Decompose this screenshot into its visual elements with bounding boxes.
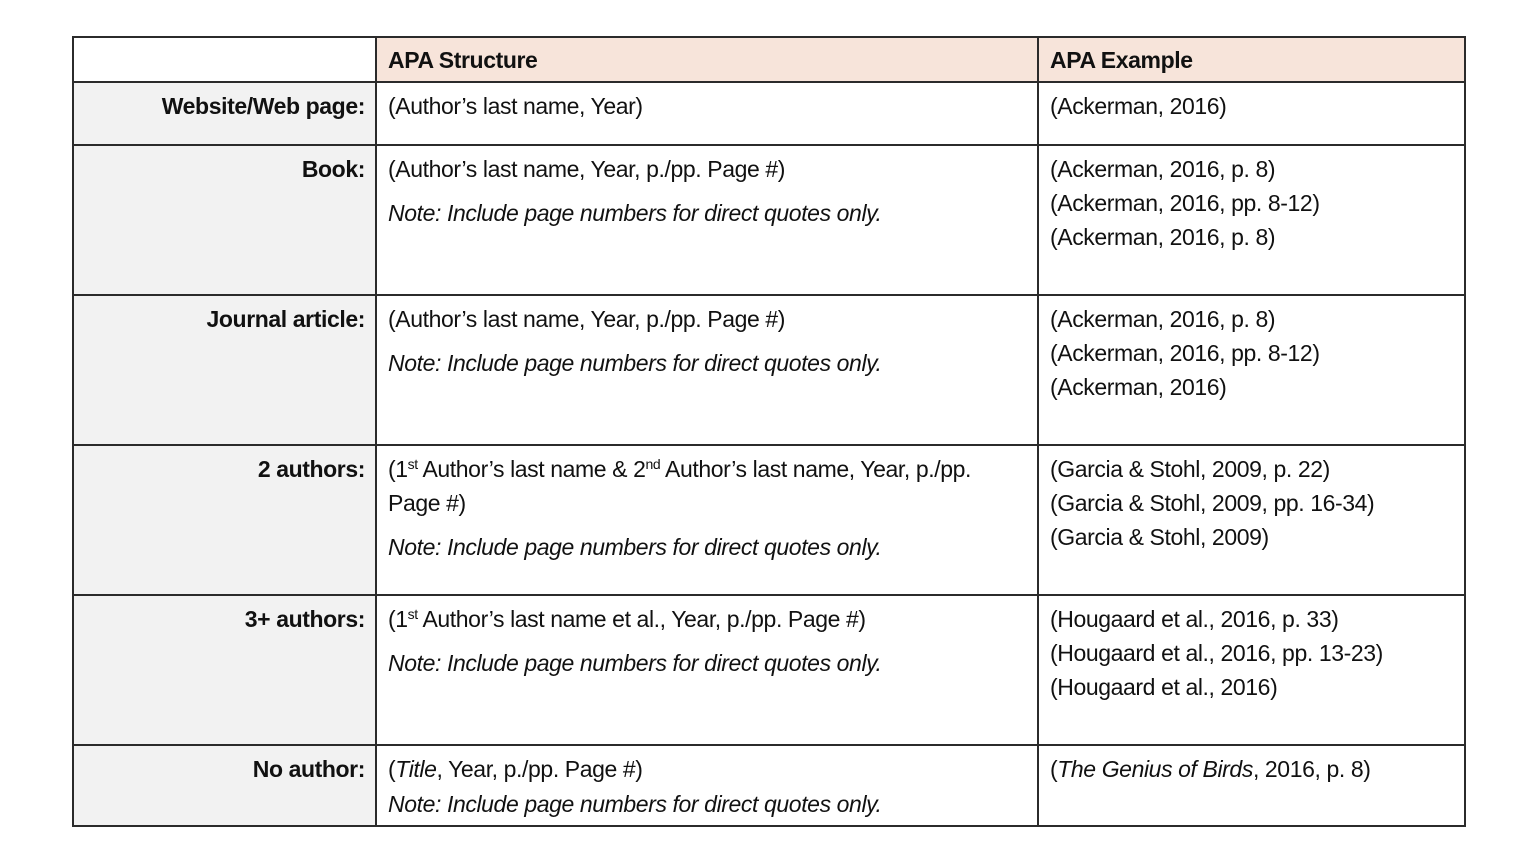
note-text: Note: Include page numbers for direct quotes only.: [388, 200, 882, 226]
example-text: (Ackerman, 2016, p. 8): [1050, 306, 1276, 332]
structure-text: [388, 602, 1027, 636]
ordinal-suffix: nd: [645, 456, 661, 472]
structure-text: [388, 752, 1027, 786]
table-row: [73, 745, 1465, 826]
structure-fragment: (1: [388, 456, 408, 482]
row-label: 2 authors:: [73, 445, 376, 595]
example-text: (Ackerman, 2016): [1050, 374, 1227, 400]
structure-cell: [376, 295, 1038, 445]
table-row: [73, 595, 1465, 745]
structure-text: (Author’s last name, Year): [388, 93, 643, 119]
structure-fragment: , Year, p./pp. Page #): [436, 756, 643, 782]
table-row: [73, 295, 1465, 445]
header-apa-structure: APA Structure: [376, 37, 1038, 82]
example-cell: [1038, 745, 1465, 826]
table-row: [73, 445, 1465, 595]
structure-fragment: (1: [388, 606, 408, 632]
example-text: (Ackerman, 2016): [1050, 93, 1227, 119]
header-row: [73, 37, 1465, 82]
example-text: (Ackerman, 2016, p. 8): [1050, 224, 1276, 250]
structure-cell: [376, 745, 1038, 826]
table-row: [73, 145, 1465, 295]
note-text: Note: Include page numbers for direct quotes only.: [388, 650, 882, 676]
title-placeholder: Title: [395, 756, 437, 782]
example-text: (Garcia & Stohl, 2009): [1050, 524, 1269, 550]
structure-cell: [376, 445, 1038, 595]
table-row: [73, 82, 1465, 145]
example-cell: [1038, 295, 1465, 445]
structure-cell: [376, 82, 1038, 145]
structure-fragment: (: [388, 756, 396, 782]
example-text: (Ackerman, 2016, pp. 8-12): [1050, 340, 1320, 366]
row-label: 3+ authors:: [73, 595, 376, 745]
example-text: (Garcia & Stohl, 2009, p. 22): [1050, 456, 1330, 482]
structure-fragment: Author’s last name & 2: [417, 456, 646, 482]
example-text: (Garcia & Stohl, 2009, pp. 16-34): [1050, 490, 1375, 516]
example-cell: [1038, 445, 1465, 595]
row-label: Book:: [73, 145, 376, 295]
row-label: No author:: [73, 745, 376, 826]
example-cell: [1038, 145, 1465, 295]
structure-cell: [376, 595, 1038, 745]
apa-citation-table: [72, 36, 1466, 827]
ordinal-suffix: st: [407, 606, 418, 622]
book-title: The Genius of Birds: [1057, 756, 1253, 782]
example-text: (Hougaard et al., 2016, pp. 13-23): [1050, 640, 1383, 666]
example-cell: [1038, 595, 1465, 745]
header-apa-example: APA Example: [1038, 37, 1465, 82]
example-text: (Ackerman, 2016, pp. 8-12): [1050, 190, 1320, 216]
note-text: Note: Include page numbers for direct quotes only.: [388, 350, 882, 376]
note-text: Note: Include page numbers for direct quotes only.: [388, 791, 882, 817]
structure-fragment: Author’s last name et al., Year, p./pp. Page #): [417, 606, 866, 632]
row-label: Website/Web page:: [73, 82, 376, 145]
example-fragment: (: [1050, 756, 1058, 782]
structure-fragment: Author’s last name, Year, p./pp. Page #): [388, 456, 972, 516]
structure-text: [388, 452, 1027, 520]
example-text: (Hougaard et al., 2016, p. 33): [1050, 606, 1339, 632]
structure-text: (Author’s last name, Year, p./pp. Page #): [388, 306, 786, 332]
row-label: Journal article:: [73, 295, 376, 445]
header-blank: [73, 37, 376, 82]
example-cell: [1038, 82, 1465, 145]
example-text: (Hougaard et al., 2016): [1050, 674, 1278, 700]
ordinal-suffix: st: [407, 456, 418, 472]
structure-text: (Author’s last name, Year, p./pp. Page #): [388, 156, 786, 182]
note-text: Note: Include page numbers for direct quotes only.: [388, 534, 882, 560]
example-text: (Ackerman, 2016, p. 8): [1050, 156, 1276, 182]
structure-cell: [376, 145, 1038, 295]
example-fragment: , 2016, p. 8): [1252, 756, 1371, 782]
example-text: [1050, 752, 1454, 786]
